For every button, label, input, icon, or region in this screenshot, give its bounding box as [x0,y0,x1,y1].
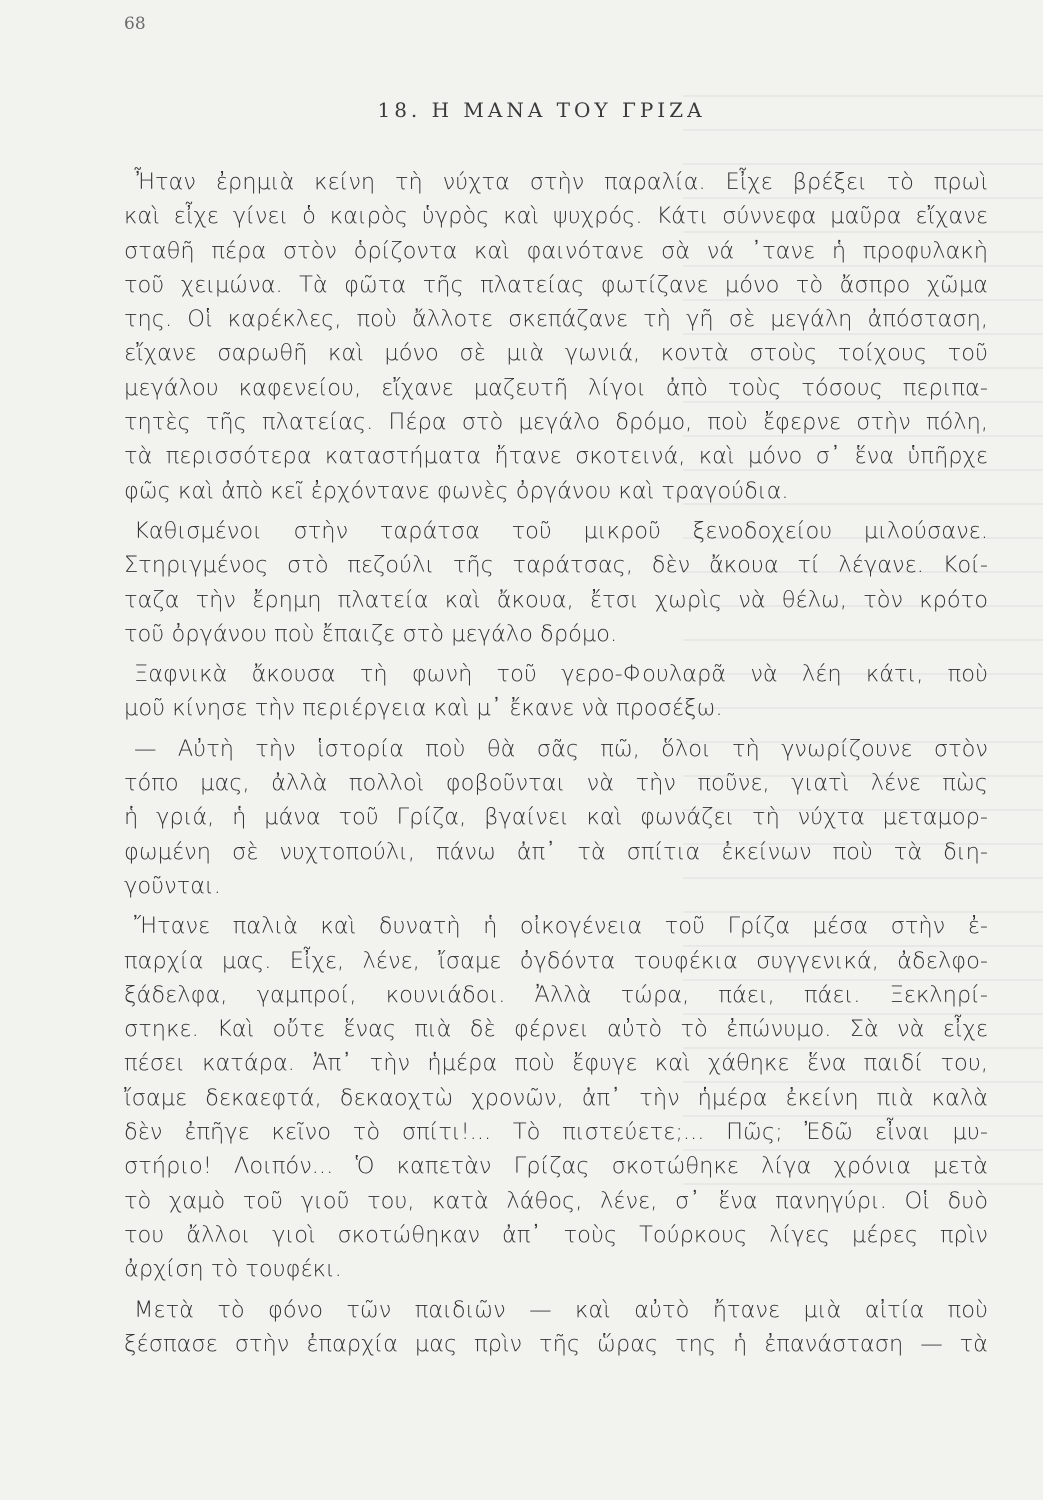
text-line: τητὲς τῆς πλατείας. Πέρα στὸ μεγάλο δρόμο, ποὺ ἔφερνε στὴν πόλη, [124,409,988,436]
paragraph [124,514,988,651]
paragraph [124,1293,988,1362]
text-line: τοῦ χειμώνα. Τὰ φῶτα τῆς πλατείας φωτίζανε μόνο τὸ ἄσπρο χῶμα [124,271,988,298]
text-line: στήριο! Λοιπόν... Ὁ καπετὰν Γρίζας σκοτώθηκε λίγα χρόνια μετὰ [124,1153,988,1180]
text-line: Καθισμένοι στὴν ταράτσα τοῦ μικροῦ ξενοδοχείου μιλούσανε. [134,517,988,544]
paragraph [124,909,988,1286]
text-line: — Αὐτὴ τὴν ἱστορία ποὺ θὰ σᾶς πῶ, ὅλοι τὴ γνωρίζουνε στὸν [134,735,988,762]
paragraph [124,732,988,903]
text-line: σταθῆ πέρα στὸν ὁρίζοντα καὶ φαινότανε σὰ νά ᾽τανε ἡ προφυλακὴ [124,237,988,264]
text-line: Ἤτανε παλιὰ καὶ δυνατὴ ἡ οἰκογένεια τοῦ Γρίζα μέσα στὴν ἐ- [134,913,988,940]
text-line: μεγάλου καφενείου, εἴχανε μαζευτῆ λίγοι ἀπὸ τοὺς τόσους περιπα- [124,374,988,401]
chapter-title: 18. Η ΜΑΝΑ ΤΟΥ ΓΡΙΖΑ [377,98,706,122]
text-line: φωμένη σὲ νυχτοπούλι, πάνω ἀπ᾽ τὰ σπίτια ἐκείνων ποὺ τὰ διη- [124,838,988,865]
text-line: φῶς καὶ ἀπὸ κεῖ ἐρχόντανε φωνὲς ὀργάνου καὶ τραγούδια. [124,477,789,504]
text-line: Ἦταν ἐρημιὰ κείνη τὴ νύχτα στὴν παραλία. Εἶχε βρέξει τὸ πρωὶ [134,169,988,195]
text-line: ταζα τὴν ἔρημη πλατεία καὶ ἄκουα, ἔτσι χωρὶς νὰ θέλω, τὸν κρότο [124,586,988,613]
text-line: Στηριγμένος στὸ πεζούλι τῆς ταράτσας, δὲν ἄκουα τί λέγανε. Κοί- [124,552,988,579]
page-number: 68 [124,14,146,34]
text-line: του ἄλλοι γιοὶ σκοτώθηκαν ἀπ᾽ τοὺς Τούρκους λίγες μέρες πρὶν [124,1221,988,1248]
text-line: εἴχανε σαρωθῆ καὶ μόνο σὲ μιὰ γωνιά, κοντὰ στοὺς τοίχους τοῦ [124,340,988,367]
text-line: μοῦ κίνησε τὴν περιέργεια καὶ μ᾽ ἔκανε νὰ προσέξω. [124,695,723,722]
text-line: ἀρχίση τὸ τουφέκι. [124,1256,342,1283]
text-line: Μετὰ τὸ φόνο τῶν παιδιῶν — καὶ αὐτὸ ἤτανε μιὰ αἰτία ποὺ [134,1296,988,1323]
text-line: παρχία μας. Εἶχε, λένε, ἴσαμε ὀγδόντα τουφέκια συγγενικά, ἀδελφο- [124,947,988,974]
text-line: ἴσαμε δεκαεφτά, δεκαοχτὼ χρονῶν, ἀπ᾽ τὴν ἡμέρα ἐκείνη πιὰ καλὰ [124,1084,988,1111]
text-line: ξέσπασε στὴν ἐπαρχία μας πρὶν τῆς ὥρας της ἡ ἐπανάσταση — τὰ [124,1330,988,1357]
text-line: καὶ εἶχε γίνει ὁ καιρὸς ὑγρὸς καὶ ψυχρός. Κάτι σύννεφα μαῦρα εἴχανε [124,203,988,230]
text-line: ἡ γριά, ἡ μάνα τοῦ Γρίζα, βγαίνει καὶ φωνάζει τὴ νύχτα μεταμορ- [124,804,988,831]
text-line: τοῦ ὀργάνου ποὺ ἔπαιζε στὸ μεγάλο δρόμο. [124,620,618,647]
text-line: δὲν ἐπῆγε κεῖνο τὸ σπίτι!... Τὸ πιστεύετε;... Πῶς; Ἐδῶ εἶναι μυ- [124,1119,988,1146]
text-line: στηκε. Καὶ οὔτε ἕνας πιὰ δὲ φέρνει αὐτὸ τὸ ἐπώνυμο. Σὰ νὰ εἶχε [124,1016,988,1043]
body-text [124,165,988,1367]
text-line: Ξαφνικὰ ἄκουσα τὴ φωνὴ τοῦ γερο-Φουλαρᾶ νὰ λέη κάτι, ποὺ [134,661,988,688]
text-line: τὰ περισσότερα καταστήματα ἤτανε σκοτεινά, καὶ μόνο σ᾽ ἕνα ὑπῆρχε [124,443,988,470]
text-line: τὸ χαμὸ τοῦ γιοῦ του, κατὰ λάθος, λένε, σ᾽ ἕνα πανηγύρι. Οἱ δυὸ [124,1187,988,1214]
text-line: πέσει κατάρα. Ἀπ᾽ τὴν ἡμέρα ποὺ ἔφυγε καὶ χάθηκε ἕνα παιδί του, [124,1050,988,1077]
text-line: ξάδελφα, γαμπροί, κουνιάδοι. Ἀλλὰ τώρα, πάει, πάει. Ξεκληρί- [124,981,988,1008]
text-line: γοῦνται. [124,872,221,899]
text-line: τόπο μας, ἀλλὰ πολλοὶ φοβοῦνται νὰ τὴν ποῦνε, γιατὶ λένε πὼς [124,770,988,797]
text-line: της. Οἱ καρέκλες, ποὺ ἄλλοτε σκεπάζανε τὴ γῆ σὲ μεγάλη ἀπόσταση, [124,306,988,333]
paragraph [124,657,988,726]
paragraph [124,165,988,508]
